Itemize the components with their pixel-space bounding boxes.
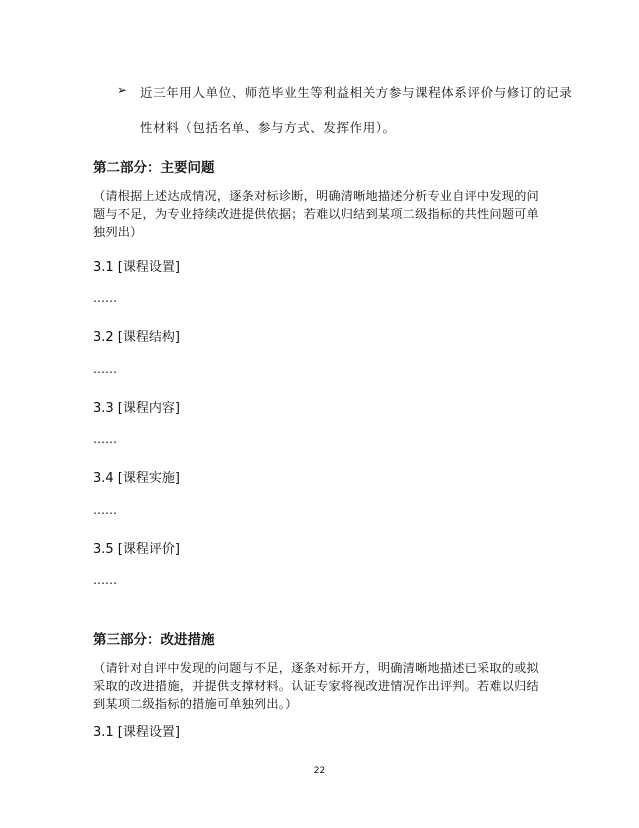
item-ellipsis: ……: [93, 432, 117, 446]
note-line: 采取的改进措施，并提供支撑材料。认证专家将视改进情况作出评判。若难以归结: [93, 679, 539, 693]
bullet-arrow-icon: ➢: [117, 83, 128, 97]
section-heading-part2: 第二部分：主要问题: [93, 160, 215, 176]
item-label-3-1-measures: 3.1 [课程设置]: [93, 725, 180, 740]
item-ellipsis: ……: [93, 573, 117, 587]
note-line: 独列出）: [93, 225, 143, 239]
page-number: 22: [313, 766, 326, 776]
bullet-text-line-1: 近三年用人单位、师范毕业生等利益相关方参与课程体系评价与修订的记录: [140, 85, 573, 100]
section-note-part3: [93, 659, 539, 713]
section-heading-part3: 第三部分：改进措施: [93, 632, 215, 648]
item-label-3-1: 3.1 [课程设置]: [93, 260, 180, 275]
section-note-part2: [93, 187, 539, 241]
item-ellipsis: ……: [93, 291, 117, 305]
item-label-3-5: 3.5 [课程评价]: [93, 542, 180, 557]
bullet-text-line-2: 性材料（包括名单、参与方式、发挥作用）。: [140, 120, 396, 135]
note-line: 到某项二级指标的措施可单独列出。）: [93, 697, 298, 711]
item-label-3-2: 3.2 [课程结构]: [93, 330, 180, 345]
note-line: （请根据上述达成情况，逐条对标诊断，明确清晰地描述分析专业自评中发现的问: [93, 189, 539, 203]
item-label-3-4: 3.4 [课程实施]: [93, 471, 180, 486]
item-label-3-3: 3.3 [课程内容]: [93, 401, 180, 416]
item-ellipsis: ……: [93, 503, 117, 517]
note-line: 题与不足，为专业持续改进提供依据；若难以归结到某项二级指标的共性问题可单: [93, 207, 539, 221]
item-ellipsis: ……: [93, 362, 117, 376]
note-line: （请针对自评中发现的问题与不足，逐条对标开方，明确清晰地描述已采取的或拟: [93, 661, 539, 675]
